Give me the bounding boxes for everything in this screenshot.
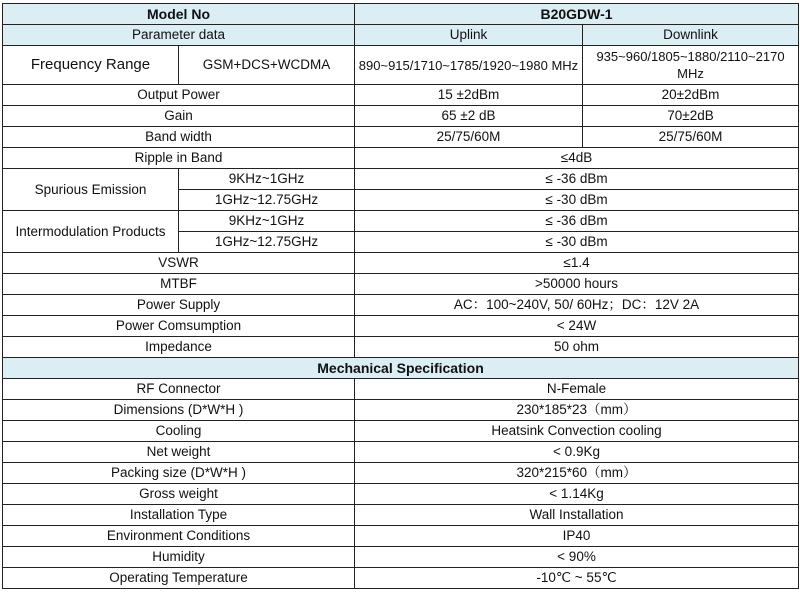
power-supply-row (3, 295, 799, 316)
mech-row (3, 484, 799, 505)
vswr-row (3, 253, 799, 274)
spurious-value: ≤ -30 dBm (355, 190, 799, 211)
mech-value: N-Female (355, 379, 799, 400)
model-label: Model No (3, 4, 355, 25)
mech-value: 320*215*60（mm） (355, 463, 799, 484)
model-row (3, 4, 799, 25)
mech-label: Environment Conditions (3, 526, 355, 547)
mech-row (3, 568, 799, 589)
output-power-uplink: 15 ±2dBm (355, 85, 583, 106)
gain-row (3, 106, 799, 127)
intermod-value: ≤ -36 dBm (355, 211, 799, 232)
mech-value: 230*185*23（mm） (355, 400, 799, 421)
gain-uplink: 65 ±2 dB (355, 106, 583, 127)
intermod-value: ≤ -30 dBm (355, 232, 799, 253)
mech-row (3, 379, 799, 400)
bandwidth-uplink: 25/75/60M (355, 127, 583, 148)
mech-value: Heatsink Convection cooling (355, 421, 799, 442)
spurious-value: ≤ -36 dBm (355, 169, 799, 190)
impedance-row (3, 337, 799, 358)
impedance-label: Impedance (3, 337, 355, 358)
impedance-value: 50 ohm (355, 337, 799, 358)
mech-value: IP40 (355, 526, 799, 547)
mech-label: Cooling (3, 421, 355, 442)
mech-label: RF Connector (3, 379, 355, 400)
output-power-row (3, 85, 799, 106)
mech-row (3, 547, 799, 568)
frequency-bands: GSM+DCS+WCDMA (179, 46, 355, 85)
mech-value: < 1.14Kg (355, 484, 799, 505)
mtbf-row (3, 274, 799, 295)
power-consumption-row (3, 316, 799, 337)
gain-downlink: 70±2dB (583, 106, 799, 127)
bandwidth-downlink: 25/75/60M (583, 127, 799, 148)
parameter-label: Parameter data (3, 25, 355, 46)
downlink-header: Downlink (583, 25, 799, 46)
intermod-label: Intermodulation Products (3, 211, 179, 253)
mech-value: < 90% (355, 547, 799, 568)
power-supply-value: AC：100~240V, 50/ 60Hz；DC：12V 2A (355, 295, 799, 316)
frequency-row (3, 46, 799, 85)
frequency-uplink: 890~915/1710~1785/1920~1980 MHz (355, 46, 583, 85)
ripple-row (3, 148, 799, 169)
mech-value: < 0.9Kg (355, 442, 799, 463)
spurious-row-1 (3, 169, 799, 190)
mechanical-title: Mechanical Specification (3, 358, 799, 379)
mech-label: Installation Type (3, 505, 355, 526)
spurious-range: 1GHz~12.75GHz (179, 190, 355, 211)
mech-value: -10℃ ~ 55℃ (355, 568, 799, 589)
intermod-row-1 (3, 211, 799, 232)
intermod-range: 1GHz~12.75GHz (179, 232, 355, 253)
mech-row (3, 505, 799, 526)
bandwidth-row (3, 127, 799, 148)
ripple-value: ≤4dB (355, 148, 799, 169)
mech-row (3, 463, 799, 484)
uplink-header: Uplink (355, 25, 583, 46)
mech-row (3, 400, 799, 421)
mech-row (3, 421, 799, 442)
vswr-label: VSWR (3, 253, 355, 274)
spurious-label: Spurious Emission (3, 169, 179, 211)
gain-label: Gain (3, 106, 355, 127)
frequency-label: Frequency Range (3, 46, 179, 85)
ripple-label: Ripple in Band (3, 148, 355, 169)
parameter-row (3, 25, 799, 46)
vswr-value: ≤1.4 (355, 253, 799, 274)
mech-value: Wall Installation (355, 505, 799, 526)
mtbf-label: MTBF (3, 274, 355, 295)
power-supply-label: Power Supply (3, 295, 355, 316)
mech-label: Packing size (D*W*H ) (3, 463, 355, 484)
frequency-downlink: 935~960/1805~1880/2110~2170 MHz (583, 46, 799, 85)
model-value: B20GDW-1 (355, 4, 799, 25)
mech-row (3, 526, 799, 547)
mech-label: Dimensions (D*W*H ) (3, 400, 355, 421)
spurious-range: 9KHz~1GHz (179, 169, 355, 190)
mech-row (3, 442, 799, 463)
power-consumption-label: Power Comsumption (3, 316, 355, 337)
mech-label: Operating Temperature (3, 568, 355, 589)
mtbf-value: >50000 hours (355, 274, 799, 295)
intermod-range: 9KHz~1GHz (179, 211, 355, 232)
output-power-downlink: 20±2dBm (583, 85, 799, 106)
output-power-label: Output Power (3, 85, 355, 106)
mech-label: Humidity (3, 547, 355, 568)
power-consumption-value: < 24W (355, 316, 799, 337)
spec-table (2, 3, 799, 589)
mech-label: Gross weight (3, 484, 355, 505)
mech-label: Net weight (3, 442, 355, 463)
mechanical-header-row (3, 358, 799, 379)
bandwidth-label: Band width (3, 127, 355, 148)
